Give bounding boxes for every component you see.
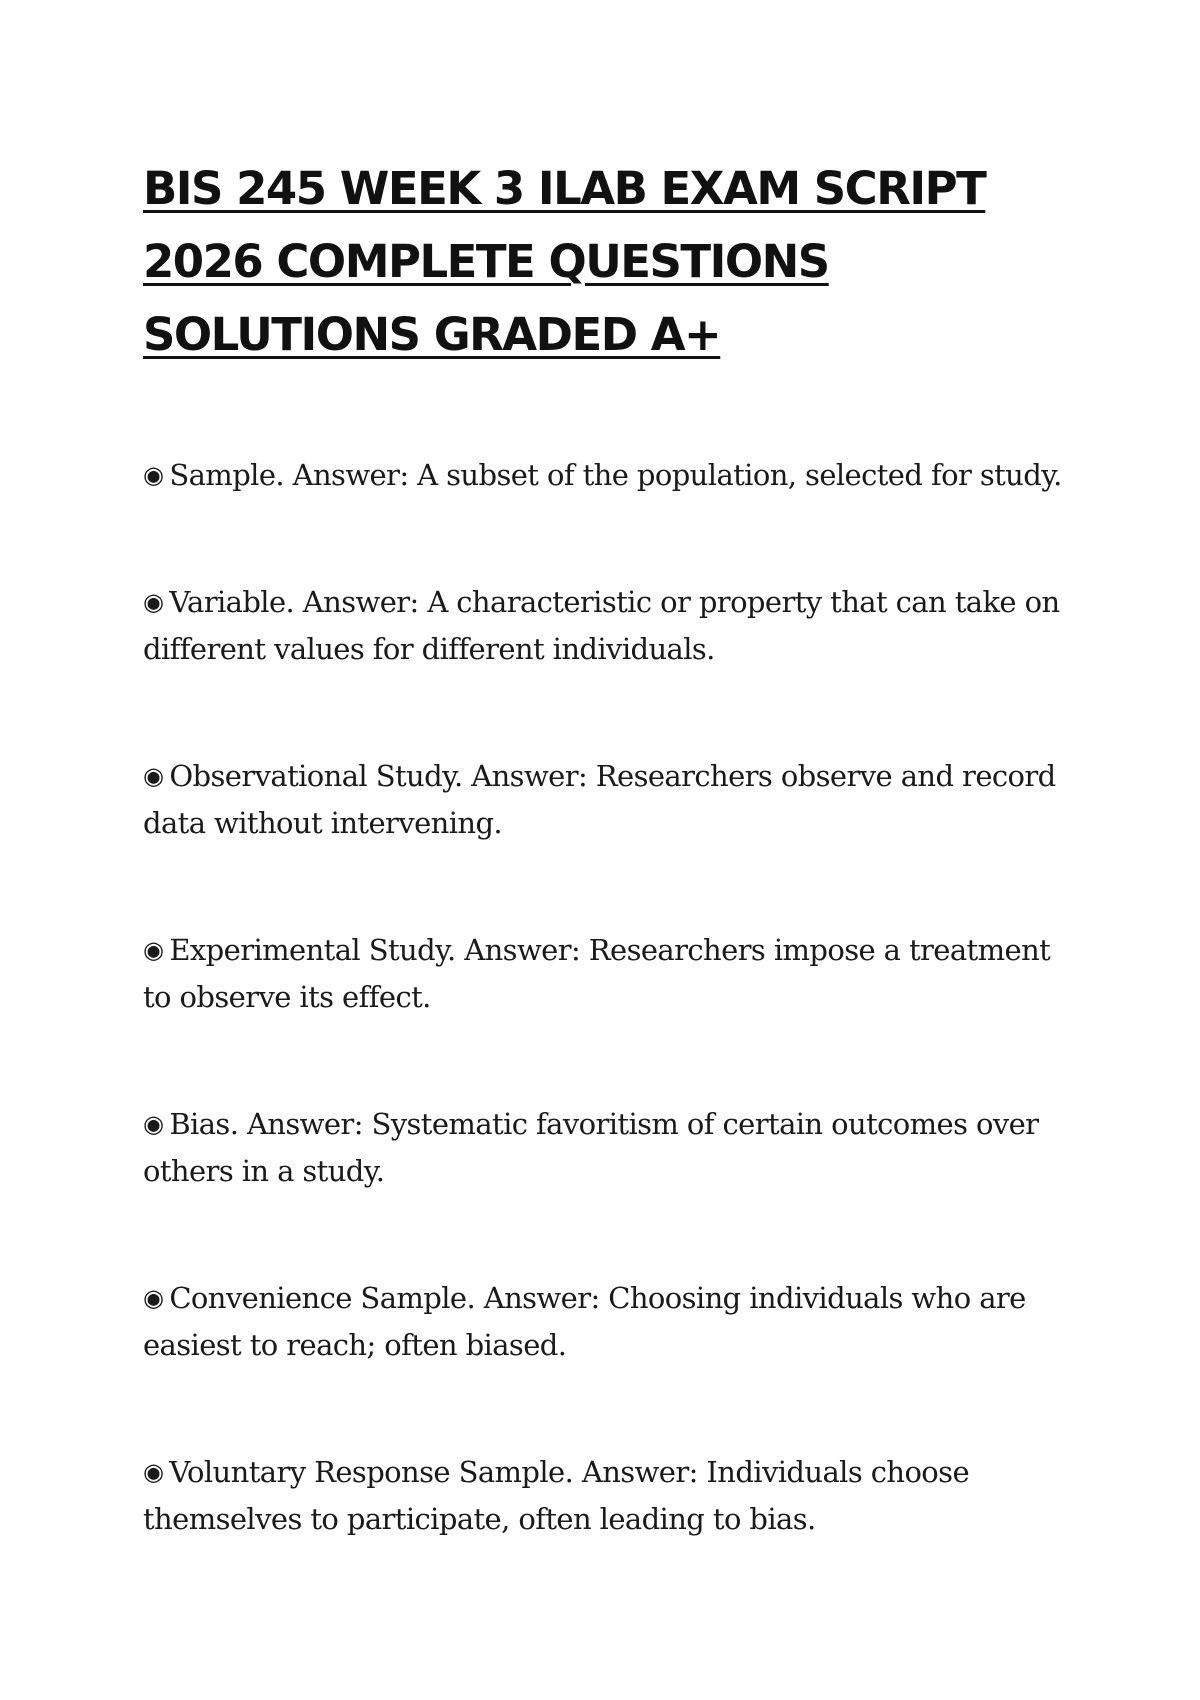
- fisheye-bullet-icon: ◉: [143, 1110, 164, 1138]
- qa-text: Voluntary Response Sample. Answer: Individuals choose themselves to participate, often leading to bias.: [143, 1455, 970, 1536]
- list-item: [143, 579, 1063, 673]
- fisheye-bullet-icon: ◉: [143, 588, 164, 616]
- list-item: [143, 452, 1063, 499]
- fisheye-bullet-icon: ◉: [143, 1284, 164, 1312]
- qa-text: Observational Study. Answer: Researchers observe and record data without intervening.: [143, 759, 1056, 840]
- fisheye-bullet-icon: ◉: [143, 461, 164, 489]
- list-item: [143, 753, 1063, 847]
- list-item: [143, 1449, 1063, 1543]
- list-item: [143, 1101, 1063, 1195]
- fisheye-bullet-icon: ◉: [143, 936, 164, 964]
- qa-text: Convenience Sample. Answer: Choosing individuals who are easiest to reach; often biased.: [143, 1281, 1026, 1362]
- fisheye-bullet-icon: ◉: [143, 762, 164, 790]
- qa-text: Variable. Answer: A characteristic or property that can take on different values for different individuals.: [143, 585, 1060, 666]
- document-title: BIS 245 WEEK 3 ILAB EXAM SCRIPT 2026 COMPLETE QUESTIONS SOLUTIONS GRADED A+: [143, 162, 986, 361]
- qa-list: [143, 452, 1063, 1623]
- list-item: [143, 927, 1063, 1021]
- qa-text: Experimental Study. Answer: Researchers impose a treatment to observe its effect.: [143, 933, 1051, 1014]
- list-item: [143, 1275, 1063, 1369]
- fisheye-bullet-icon: ◉: [143, 1458, 164, 1486]
- qa-text: Bias. Answer: Systematic favoritism of certain outcomes over others in a study.: [143, 1107, 1039, 1188]
- qa-text: Sample. Answer: A subset of the population, selected for study.: [169, 458, 1062, 492]
